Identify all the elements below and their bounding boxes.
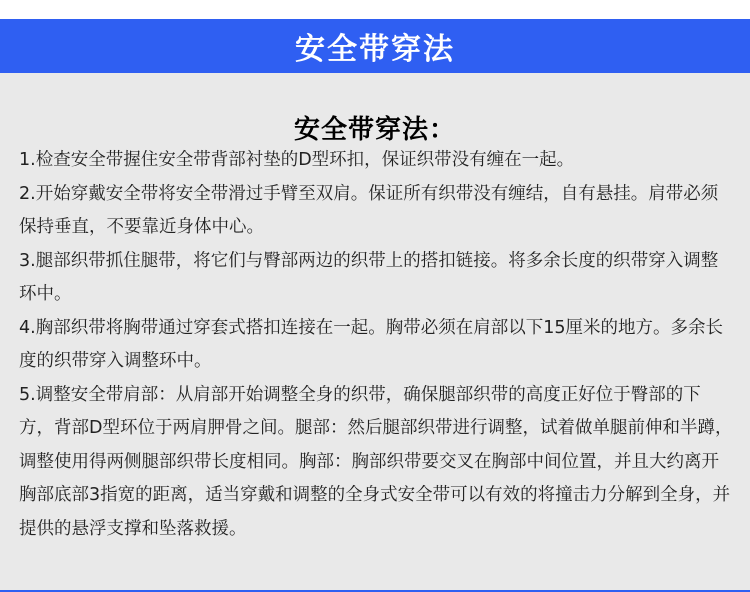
instruction-text xyxy=(19,144,735,546)
instruction-step-2: 2.开始穿戴安全带将安全带滑过手臂至双肩。保证所有织带没有缠结，自有悬挂。肩带必须保持垂直，不要靠近身体中心。 xyxy=(19,183,719,237)
instruction-step-4: 4.胸部织带将胸带通过穿套式搭扣连接在一起。胸带必须在肩部以下15厘米的地方。多余长度的织带穿入调整环中。 xyxy=(19,317,723,371)
banner-title: 安全带穿法 xyxy=(295,32,455,67)
title-banner xyxy=(0,19,750,73)
instruction-step-1: 1.检查安全带握住安全带背部衬垫的D型环扣，保证织带没有缠在一起。 xyxy=(19,150,575,170)
content-panel xyxy=(0,73,750,592)
content-heading: 安全带穿法： xyxy=(293,115,456,145)
instruction-step-3: 3.腿部织带抓住腿带，将它们与臀部两边的织带上的搭扣链接。将多余长度的织带穿入调整环中。 xyxy=(19,250,719,304)
instruction-step-5: 5.调整安全带肩部：从肩部开始调整全身的织带，确保腿部织带的高度正好位于臀部的下方，背部D型环位于两肩胛骨之间。腿部：然后腿部织带进行调整，试着做单腿前伸和半蹲，调整使用得两侧腿部织带长度相同。胸部：胸部织带要交叉在胸部中间位置，并且大约离开胸部底部3指宽的距离，适当穿戴和调整的全身式安全带可以有效的将撞击力分解到全身，并提供的悬浮支撑和坠落救援。 xyxy=(19,384,733,539)
